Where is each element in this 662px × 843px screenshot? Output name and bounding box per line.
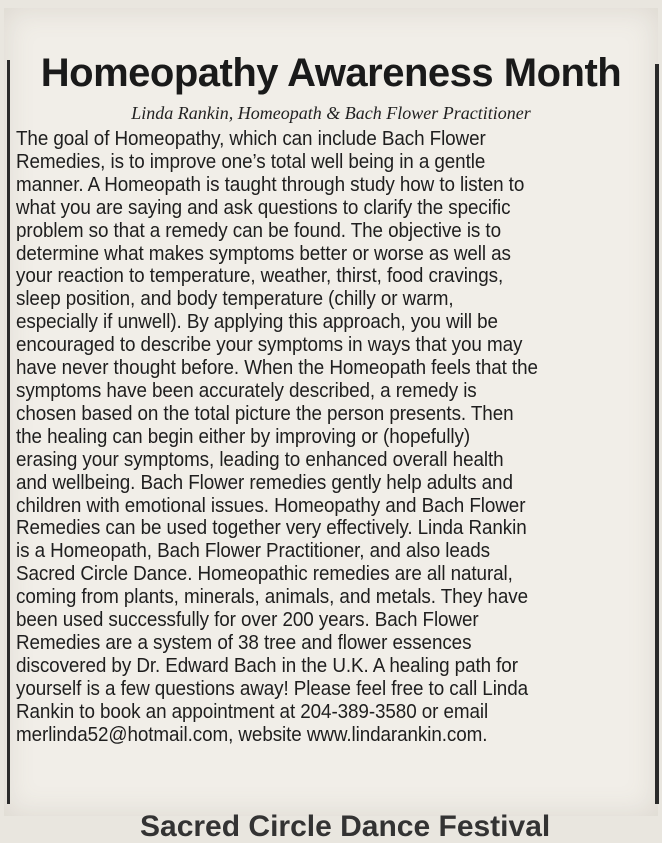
body-line: your reaction to temperature, weather, thirst, food cravings, xyxy=(16,264,504,288)
body-line: the healing can begin either by improving or (hopefully) xyxy=(16,424,471,448)
body-line: manner. A Homeopath is taught through study how to listen to xyxy=(16,172,525,196)
body-line: merlinda52@hotmail.com, website www.lindarankin.com. xyxy=(16,722,488,746)
body-line: determine what makes symptoms better or worse as well as xyxy=(16,241,511,265)
body-line: discovered by Dr. Edward Bach in the U.K. A healing path for xyxy=(16,653,518,677)
column-rule-right xyxy=(655,64,659,804)
body-line: Remedies are a system of 38 tree and flower essences xyxy=(16,630,472,654)
article-headline: Homeopathy Awareness Month xyxy=(40,51,622,95)
body-line: what you are saying and ask questions to clarify the specific xyxy=(16,195,511,219)
column-rule-left xyxy=(7,60,10,804)
body-line: symptoms have been accurately described, a remedy is xyxy=(16,378,477,402)
body-line: have never thought before. When the Homeopath feels that the xyxy=(16,356,538,380)
body-line: is a Homeopath, Bach Flower Practitioner, and also leads xyxy=(16,539,490,563)
body-line: Rankin to book an appointment at 204-389-3580 or email xyxy=(16,699,489,723)
body-line: chosen based on the total picture the person presents. Then xyxy=(16,401,514,425)
body-line: been used successfully for over 200 years. Bach Flower xyxy=(16,608,479,632)
article-body xyxy=(16,128,608,746)
body-line: Remedies, is to improve one’s total well being in a gentle xyxy=(16,149,486,173)
body-line: children with emotional issues. Homeopathy and Bach Flower xyxy=(16,493,526,517)
body-line: The goal of Homeopathy, which can include Bach Flower xyxy=(16,127,486,150)
body-line: erasing your symptoms, leading to enhanced overall health xyxy=(16,447,504,471)
body-line: Sacred Circle Dance. Homeopathic remedies are all natural, xyxy=(16,562,513,586)
body-line: encouraged to describe your symptoms in ways that you may xyxy=(16,333,523,357)
body-line: sleep position, and body temperature (chilly or warm, xyxy=(16,287,454,311)
body-line: and wellbeing. Bach Flower remedies gently help adults and xyxy=(16,470,513,494)
body-line: yourself is a few questions away! Please feel free to call Linda xyxy=(16,676,529,700)
body-line: problem so that a remedy can be found. The objective is to xyxy=(16,218,501,242)
body-line: coming from plants, minerals, animals, and metals. They have xyxy=(16,585,528,609)
article-byline: Linda Rankin, Homeopath & Bach Flower Practitioner xyxy=(131,103,531,123)
body-line: Remedies can be used together very effectively. Linda Rankin xyxy=(16,516,527,540)
next-article-headline-fragment: Sacred Circle Dance Festival xyxy=(140,810,551,843)
body-line: especially if unwell). By applying this approach, you will be xyxy=(16,310,498,334)
